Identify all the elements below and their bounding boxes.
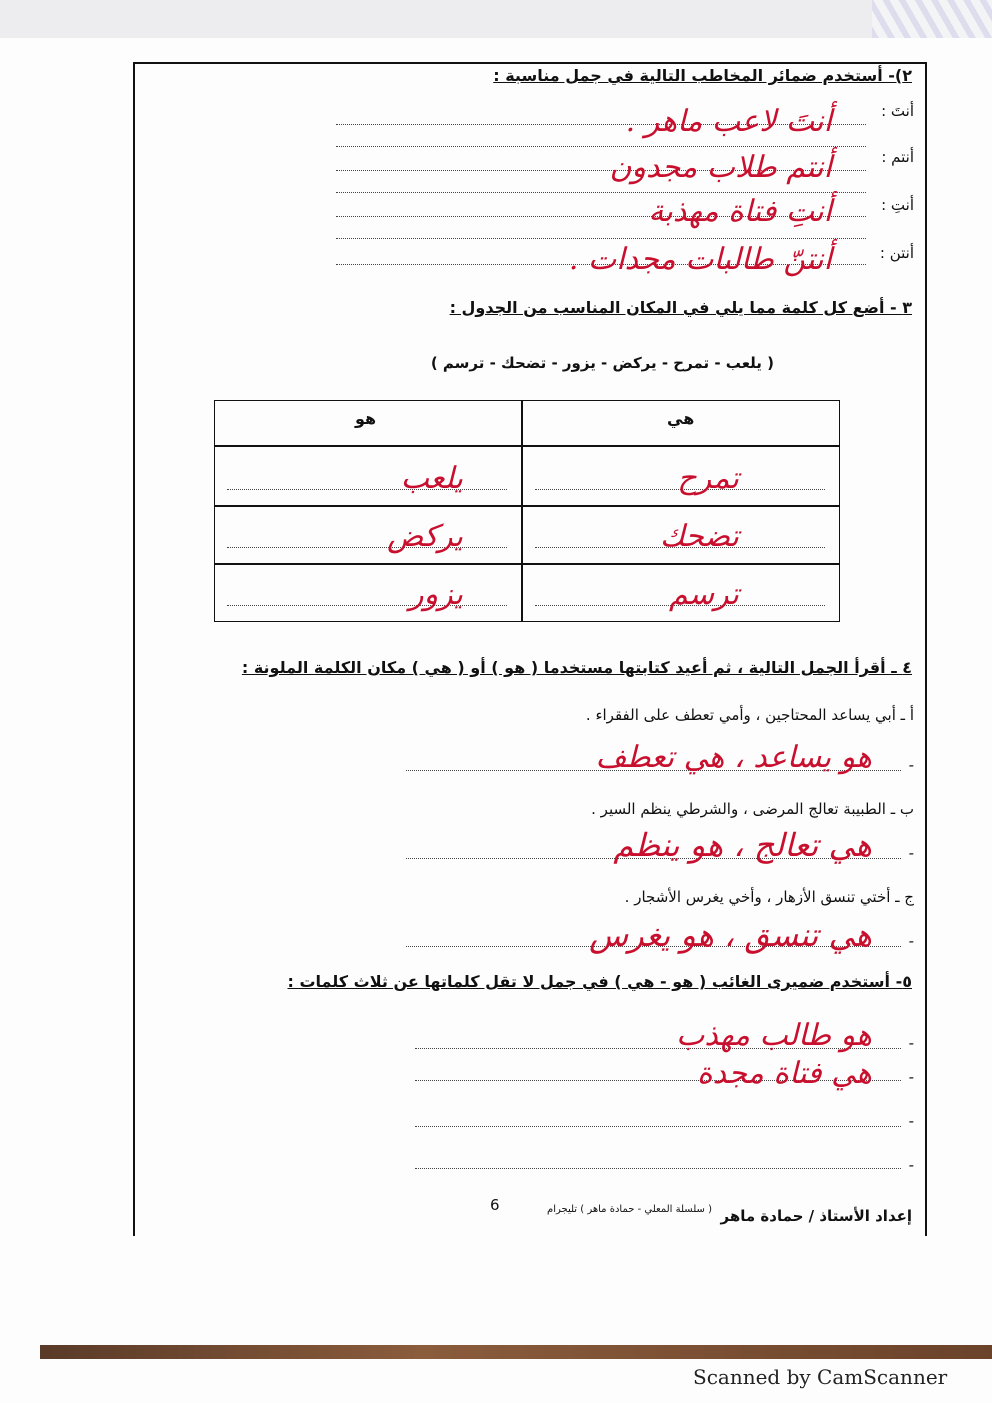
q2-answer-4: أنتنّ طالبات مجدات . [568,242,832,277]
answer-line [415,1126,901,1127]
he-answer-2: يركض [387,519,463,554]
q2-label-4: أنتن : [879,244,914,262]
q3-word-bank: ( يلعب - تمرح - يركض - يزور - تضحك - ترسم ) [430,354,774,372]
table-row-line [215,445,839,447]
page-number: 6 [490,1196,500,1214]
line-dash: - [908,1112,914,1130]
she-answer-2: تضحك [659,519,739,554]
q4-sentence-c: ج ـ أختي تنسق الأزهار ، وأخي يغرس الأشجار . [624,888,914,906]
q4-sentence-b: ب ـ الطبيبة تعالج المرضى ، والشرطي ينظم السير . [591,800,914,818]
scan-stripes [872,0,992,38]
line-dash: - [908,756,914,774]
q2-label-2: أنتم : [881,148,914,166]
q2-heading: ٢)- أستخدم ضمائر المخاطب التالية في جمل مناسبة : [493,66,912,85]
q3-heading: ٣ - أضع كل كلمة مما يلي في المكان المناسب من الجدول : [449,298,912,317]
q4-sentence-a: أ ـ أبي يساعد المحتاجين ، وأمي تعطف على الفقراء . [585,706,914,724]
table-header-she: هي [667,409,695,428]
q4-answer-a: هو يساعد ، هي تعطف [595,740,872,775]
q4-answer-c: هي تنسق ، هو يغرس [589,916,872,954]
answer-line [336,146,866,147]
he-she-table [214,400,840,622]
line-dash: - [908,1156,914,1174]
he-answer-3: يزور [409,577,463,612]
line-dash: - [908,1068,914,1086]
camscanner-watermark: Scanned by CamScanner [693,1365,948,1389]
q5-answer-2: هي فتاة مجدة [696,1056,872,1091]
scan-bottom-edge [40,1345,992,1359]
scan-top-edge [0,0,992,38]
table-row-line [215,505,839,507]
footer-series: ( سلسلة المعلي - حمادة ماهر ) تليجرام [547,1204,712,1215]
answer-line [336,192,866,193]
she-answer-3: ترسم [668,577,739,612]
table-header-he: هو [355,409,377,428]
q2-answer-2: أنتم طلاب مجدون [609,150,832,185]
answer-line [227,547,507,548]
line-dash: - [908,844,914,862]
footer-author: إعداد الأستاذ / حمادة ماهر [720,1207,912,1225]
line-dash: - [908,1034,914,1052]
line-dash: - [908,932,914,950]
q4-answer-b: هي تعالج ، هو ينظم [613,826,872,864]
she-answer-1: تمرح [677,461,739,496]
answer-line [227,489,507,490]
answer-line [336,238,866,239]
he-answer-1: يلعب [400,461,463,496]
table-divider [521,401,523,621]
q2-answer-3: أنتِ فتاة مهذبة [648,194,832,229]
q5-heading: ٥- أستخدم ضميرى الغائب ( هو - هي ) في جمل لا تقل كلماتها عن ثلاث كلمات : [287,972,912,991]
q2-label-3: أنتِ : [881,196,914,214]
answer-line [227,605,507,606]
q5-answer-1: هو طالب مهذب [676,1018,872,1053]
answer-line [415,1168,901,1169]
q4-heading: ٤ ـ أقرأ الجمل التالية ، ثم أعيد كتابتها مستخدما ( هو ) أو ( هي ) مكان الكلمة الملونة : [241,658,912,677]
q2-answer-1: أنتَ لاعب ماهر . [625,104,832,139]
q2-label-1: أنتَ : [881,102,914,120]
table-row-line [215,563,839,565]
